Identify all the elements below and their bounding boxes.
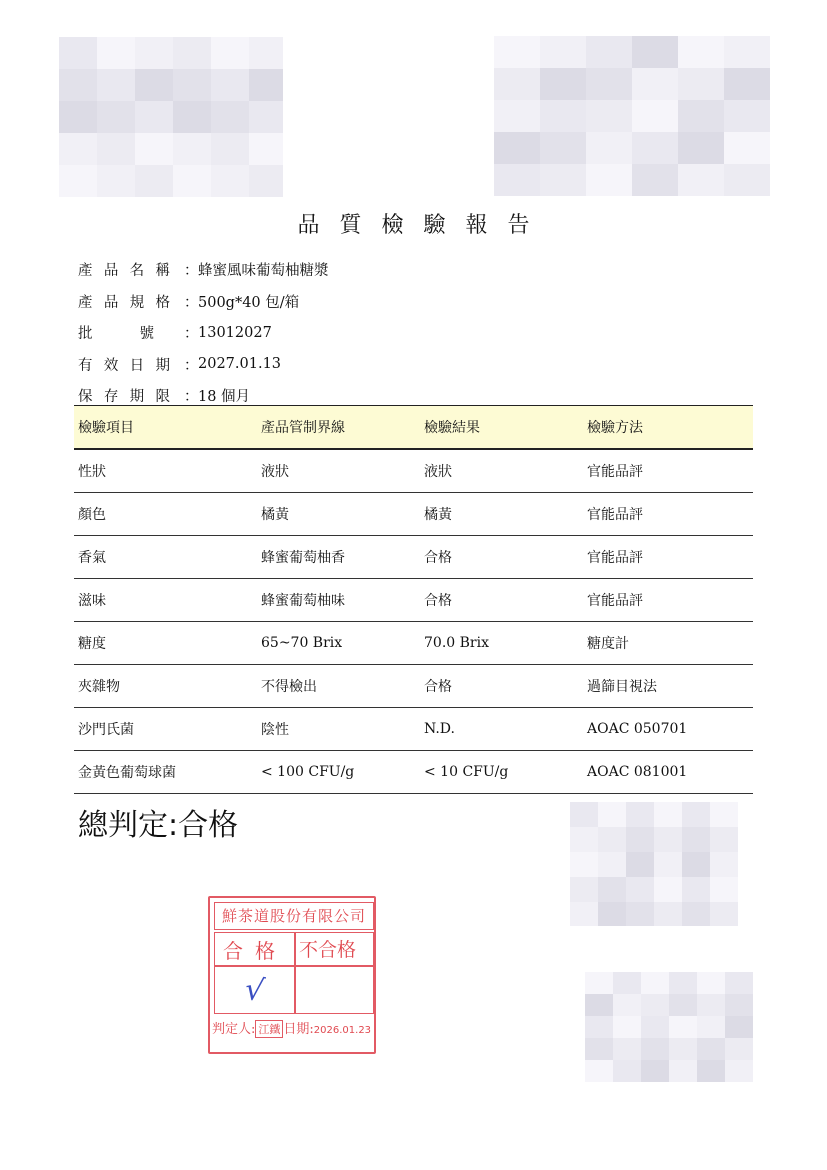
product-info xyxy=(78,254,329,412)
title-char: 報 xyxy=(465,213,488,238)
cell-item: 顏色 xyxy=(74,493,257,536)
cell-item: 沙門氏菌 xyxy=(74,708,257,751)
table-row xyxy=(74,493,753,536)
colon: ： xyxy=(184,357,199,374)
shelf-life-label: 保 存 期 限 xyxy=(78,389,170,406)
cell-result: 橘黃 xyxy=(420,493,583,536)
table-body xyxy=(74,449,753,794)
cell-result: 合格 xyxy=(420,536,583,579)
title-char: 告 xyxy=(507,213,530,238)
stamp-divider xyxy=(294,933,296,1013)
table-row xyxy=(74,751,753,794)
inspection-table xyxy=(74,405,753,794)
table-row xyxy=(74,449,753,493)
table-row xyxy=(74,536,753,579)
cell-result: 合格 xyxy=(420,665,583,708)
cell-method: 官能品評 xyxy=(583,493,753,536)
table-row xyxy=(74,579,753,622)
redacted-block-top-left xyxy=(59,37,283,197)
cell-limit: 橘黃 xyxy=(257,493,420,536)
expiry-value: 2027.01.13 xyxy=(198,356,282,373)
shelf-life-value: 18 個月 xyxy=(198,389,251,406)
stamp-divider xyxy=(215,965,373,967)
title-char: 質 xyxy=(339,213,362,238)
judge-label: 判定人: xyxy=(212,1022,256,1037)
cell-method: 官能品評 xyxy=(583,579,753,622)
expiry-label: 有 效 日 期 xyxy=(78,357,170,374)
cell-method: 官能品評 xyxy=(583,536,753,579)
title-char: 檢 xyxy=(381,213,404,238)
title-char: 品 xyxy=(297,213,320,238)
stamp-date: 2026.01.23 xyxy=(313,1025,372,1036)
overall-verdict: 總判定:合格 xyxy=(78,808,239,843)
cell-result: < 10 CFU/g xyxy=(420,751,583,794)
product-name-row xyxy=(78,254,329,286)
batch-row xyxy=(78,317,329,349)
stamp-grid xyxy=(214,932,374,1014)
cell-method: 官能品評 xyxy=(583,449,753,493)
cell-item: 滋味 xyxy=(74,579,257,622)
table-header-row xyxy=(74,406,753,450)
colon: ： xyxy=(184,326,199,343)
qc-stamp xyxy=(208,896,376,1054)
cell-result: 合格 xyxy=(420,579,583,622)
product-spec-value: 500g*40 包/箱 xyxy=(198,294,300,311)
redacted-block-top-right xyxy=(494,36,770,196)
colon: ： xyxy=(184,294,199,311)
cell-method: 過篩目視法 xyxy=(583,665,753,708)
cell-limit: 蜂蜜葡萄柚味 xyxy=(257,579,420,622)
date-label: 日期: xyxy=(283,1022,314,1037)
cell-limit: 蜂蜜葡萄柚香 xyxy=(257,536,420,579)
product-spec-row xyxy=(78,286,329,318)
header-method: 檢驗方法 xyxy=(583,406,753,450)
redacted-block-mid-right xyxy=(570,802,738,926)
cell-limit: 不得檢出 xyxy=(257,665,420,708)
expiry-row xyxy=(78,349,329,381)
product-spec-label: 產 品 規 格 xyxy=(78,294,170,311)
stamp-pass-label: 合格 xyxy=(223,939,287,963)
cell-item: 夾雜物 xyxy=(74,665,257,708)
cell-method: AOAC 050701 xyxy=(583,708,753,751)
header-item: 檢驗項目 xyxy=(74,406,257,450)
batch-label: 批 號 xyxy=(78,326,154,343)
title-char: 驗 xyxy=(423,213,446,238)
header-limit: 產品管制界線 xyxy=(257,406,420,450)
stamp-fail-label: 不合格 xyxy=(299,939,357,961)
cell-limit: 65~70 Brix xyxy=(257,622,420,665)
judge-name: 江鐵 xyxy=(255,1020,283,1038)
cell-method: AOAC 081001 xyxy=(583,751,753,794)
check-mark-icon: √ xyxy=(242,971,267,1010)
cell-limit: 陰性 xyxy=(257,708,420,751)
stamp-judge-line xyxy=(212,1018,371,1038)
colon: ： xyxy=(184,389,199,406)
cell-item: 香氣 xyxy=(74,536,257,579)
colon: ： xyxy=(184,263,199,280)
cell-item: 金黃色葡萄球菌 xyxy=(74,751,257,794)
cell-method: 糖度計 xyxy=(583,622,753,665)
cell-item: 性狀 xyxy=(74,449,257,493)
redacted-block-bottom-right xyxy=(585,972,753,1082)
table-row xyxy=(74,622,753,665)
cell-limit: < 100 CFU/g xyxy=(257,751,420,794)
cell-item: 糖度 xyxy=(74,622,257,665)
cell-result: 70.0 Brix xyxy=(420,622,583,665)
product-name-label: 產 品 名 稱 xyxy=(78,263,170,280)
table-row xyxy=(74,665,753,708)
report-title xyxy=(0,208,827,239)
stamp-company: 鮮茶道股份有限公司 xyxy=(214,902,374,930)
cell-result: 液狀 xyxy=(420,449,583,493)
cell-result: N.D. xyxy=(420,708,583,751)
batch-value: 13012027 xyxy=(198,324,272,341)
table-row xyxy=(74,708,753,751)
cell-limit: 液狀 xyxy=(257,449,420,493)
product-name-value: 蜂蜜風味葡萄柚糖漿 xyxy=(198,263,329,280)
header-result: 檢驗結果 xyxy=(420,406,583,450)
